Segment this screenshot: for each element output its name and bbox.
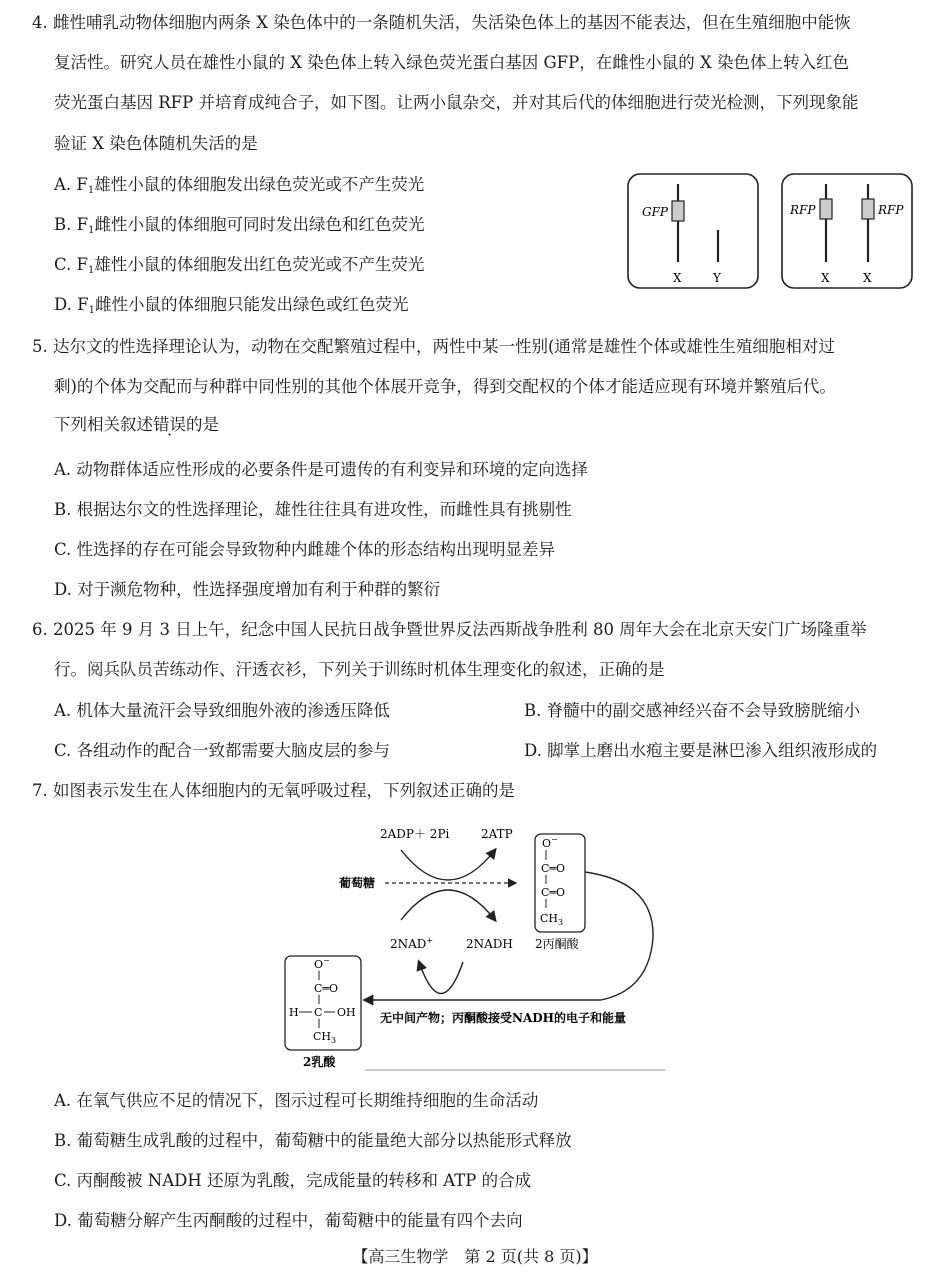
option-letter: C. F <box>54 255 88 274</box>
stem-text: 下列相关叙述 <box>54 415 153 434</box>
option-text: 雄性小鼠的体细胞发出红色荧光或不产生荧光 <box>94 255 425 274</box>
pyruvate-c2: C═O <box>541 886 566 899</box>
q7-stem: 7. 如图表示发生在人体细胞内的无氧呼吸过程，下列叙述正确的是 <box>32 781 515 800</box>
q5-stem-line-3 <box>54 414 219 436</box>
option-letter: A. F <box>54 175 88 194</box>
q4-stem-line-2: 复活性。研究人员在雄性小鼠的 X 染色体上转入绿色荧光蛋白基因 GFP，在雌性小鼠的 X 染色体上转入红色 <box>54 53 849 72</box>
q6-option-c[interactable]: C. 各组动作的配合一致都需要大脑皮层的参与 <box>54 741 391 760</box>
q6-option-a[interactable]: A. 机体大量流汗会导致细胞外液的渗透压降低 <box>54 701 390 720</box>
lactate-c1: C═O <box>314 982 339 995</box>
lactate-charge: − <box>323 956 330 965</box>
gfp-gene-locus <box>672 201 684 221</box>
option-subscript: 1 <box>87 265 95 276</box>
page-footer: 【高三生物学 第 2 页(共 8 页)】 <box>352 1247 598 1266</box>
conversion-note: 无中间产物；丙酮酸接受NADH的电子和能量 <box>380 1011 627 1025</box>
q7-option-c[interactable]: C. 丙酮酸被 NADH 还原为乳酸，完成能量的转移和 ATP 的合成 <box>54 1171 532 1190</box>
nad-label <box>390 936 433 951</box>
q4-option-a[interactable] <box>54 174 424 202</box>
q5-stem-line-2: 剩)的个体为交配而与种群中同性别的其他个体展开竞争，得到交配权的个体才能适应现有环境并繁殖后代。 <box>54 377 836 396</box>
pyruvate-to-lactate-arrow <box>365 872 653 1000</box>
q4-stem-line-4: 验证 X 染色体随机失活的是 <box>54 134 258 153</box>
lactate-o <box>314 956 330 971</box>
q4-option-b[interactable] <box>54 214 424 242</box>
lactate-c2: C <box>314 1006 323 1019</box>
q5-option-b[interactable]: B. 根据达尔文的性选择理论，雄性往往具有进攻性，而雌性具有挑剔性 <box>54 500 572 519</box>
q7-option-b[interactable]: B. 葡萄糖生成乳酸的过程中，葡萄糖中的能量绝大部分以热能形式释放 <box>54 1131 572 1150</box>
nad-text: 2NAD <box>390 937 427 951</box>
option-subscript: 1 <box>88 305 95 316</box>
pyruvate-ch3-subscript: 3 <box>558 918 564 927</box>
option-subscript: 1 <box>88 225 95 236</box>
q5-option-c[interactable]: C. 性选择的存在可能会导致物种内雌雄个体的形态结构出现明显差异 <box>54 540 556 559</box>
q4-option-d[interactable] <box>54 294 408 322</box>
male-y-label: Y <box>713 271 721 285</box>
option-text: 雄性小鼠的体细胞发出绿色荧光或不产生荧光 <box>94 175 425 194</box>
rfp-gene-locus-right <box>862 199 874 219</box>
pyruvate-charge: − <box>551 835 558 844</box>
lactate-ch3-subscript: 3 <box>331 1036 337 1045</box>
female-x-label-left: X <box>821 271 830 285</box>
nadh-reoxidation-arc <box>419 962 463 994</box>
male-x-label: X <box>673 271 682 285</box>
q7-option-a[interactable]: A. 在氧气供应不足的情况下，图示过程可长期维持细胞的生命活动 <box>54 1091 539 1110</box>
q7-option-d[interactable]: D. 葡萄糖分解产生丙酮酸的过程中，葡萄糖中的能量有四个去向 <box>54 1211 523 1230</box>
option-subscript: 1 <box>87 185 95 196</box>
q5-option-d[interactable]: D. 对于濒危物种，性选择强度增加有利于种群的繁衍 <box>54 580 441 599</box>
lactate-ch3 <box>313 1030 336 1045</box>
lactate-o-text: O <box>314 958 324 971</box>
q6-stem-line-2: 行。阅兵队员苦练动作、汗透衣衫，下列关于训练时机体生理变化的叙述，正确的是 <box>54 660 665 679</box>
nad-reduction-arc <box>401 890 495 920</box>
rfp-label-right: RFP <box>878 203 904 217</box>
q6-option-d[interactable]: D. 脚掌上磨出水疱主要是淋巴渗入组织液形成的 <box>524 741 878 760</box>
q4-chromosome-figure <box>620 168 920 298</box>
glucose-label: 葡萄糖 <box>339 876 376 890</box>
q6-stem-line-1: 6. 2025 年 9 月 3 日上午，纪念中国人民抗日战争暨世界反法西斯战争胜利 80 周年大会在北京天安门广场隆重举 <box>32 620 867 639</box>
lactate-h: H <box>289 1006 299 1019</box>
q5-option-a[interactable]: A. 动物群体适应性形成的必要条件是可遗传的有利变异和环境的定向选择 <box>54 460 588 479</box>
male-mouse-panel <box>628 174 758 288</box>
option-letter: D. F <box>54 295 89 314</box>
q4-stem-line-1: 4. 雌性哺乳动物体细胞内两条 X 染色体中的一条随机失活，失活染色体上的基因不能表达，但在生殖细胞中能恢 <box>32 13 851 32</box>
rfp-label-left: RFP <box>790 203 816 217</box>
q5-stem-line-1: 5. 达尔文的性选择理论认为，动物在交配繁殖过程中，两性中某一性别(通常是雄性个体或雄性生殖细胞相对过 <box>32 337 835 356</box>
option-text: 雌性小鼠的体细胞只能发出绿色或红色荧光 <box>94 295 409 314</box>
nadh-label: 2NADH <box>466 937 513 951</box>
stem-text: 的是 <box>186 415 219 434</box>
q7-anaerobic-respiration-diagram <box>283 820 667 1072</box>
adp-pi-label: 2ADP＋ 2Pi <box>380 827 450 841</box>
lactate-oh: OH <box>337 1006 356 1019</box>
q4-option-c[interactable] <box>54 254 424 282</box>
pyruvate-c1: C═O <box>541 862 566 875</box>
female-x-label-right: X <box>863 271 872 285</box>
option-text: 雌性小鼠的体细胞可同时发出绿色和红色荧光 <box>94 215 425 234</box>
q6-option-b[interactable]: B. 脊髓中的副交感神经兴奋不会导致膀胱缩小 <box>524 701 861 720</box>
rfp-gene-locus-left <box>820 199 832 219</box>
pyruvate-o <box>542 835 558 850</box>
gfp-label: GFP <box>642 205 668 219</box>
lactate-name-label: 2乳酸 <box>303 1055 336 1069</box>
atp-label: 2ATP <box>481 827 513 841</box>
option-letter: B. F <box>54 215 89 234</box>
emphasis-text: 错误 <box>153 415 186 434</box>
pyruvate-name-label: 2丙酮酸 <box>535 937 579 951</box>
female-mouse-panel <box>782 174 912 288</box>
pyruvate-ch3-text: CH <box>540 912 559 925</box>
atp-coupling-arc <box>401 850 495 880</box>
nad-superscript: + <box>426 936 434 945</box>
q4-stem-line-3: 荧光蛋白基因 RFP 并培育成纯合子，如下图。让两小鼠杂交，并对其后代的体细胞进行荧光检测，下列现象能 <box>54 93 859 112</box>
lactate-ch3-text: CH <box>313 1030 332 1043</box>
pyruvate-ch3 <box>540 912 563 927</box>
pyruvate-o-text: O <box>542 837 552 850</box>
